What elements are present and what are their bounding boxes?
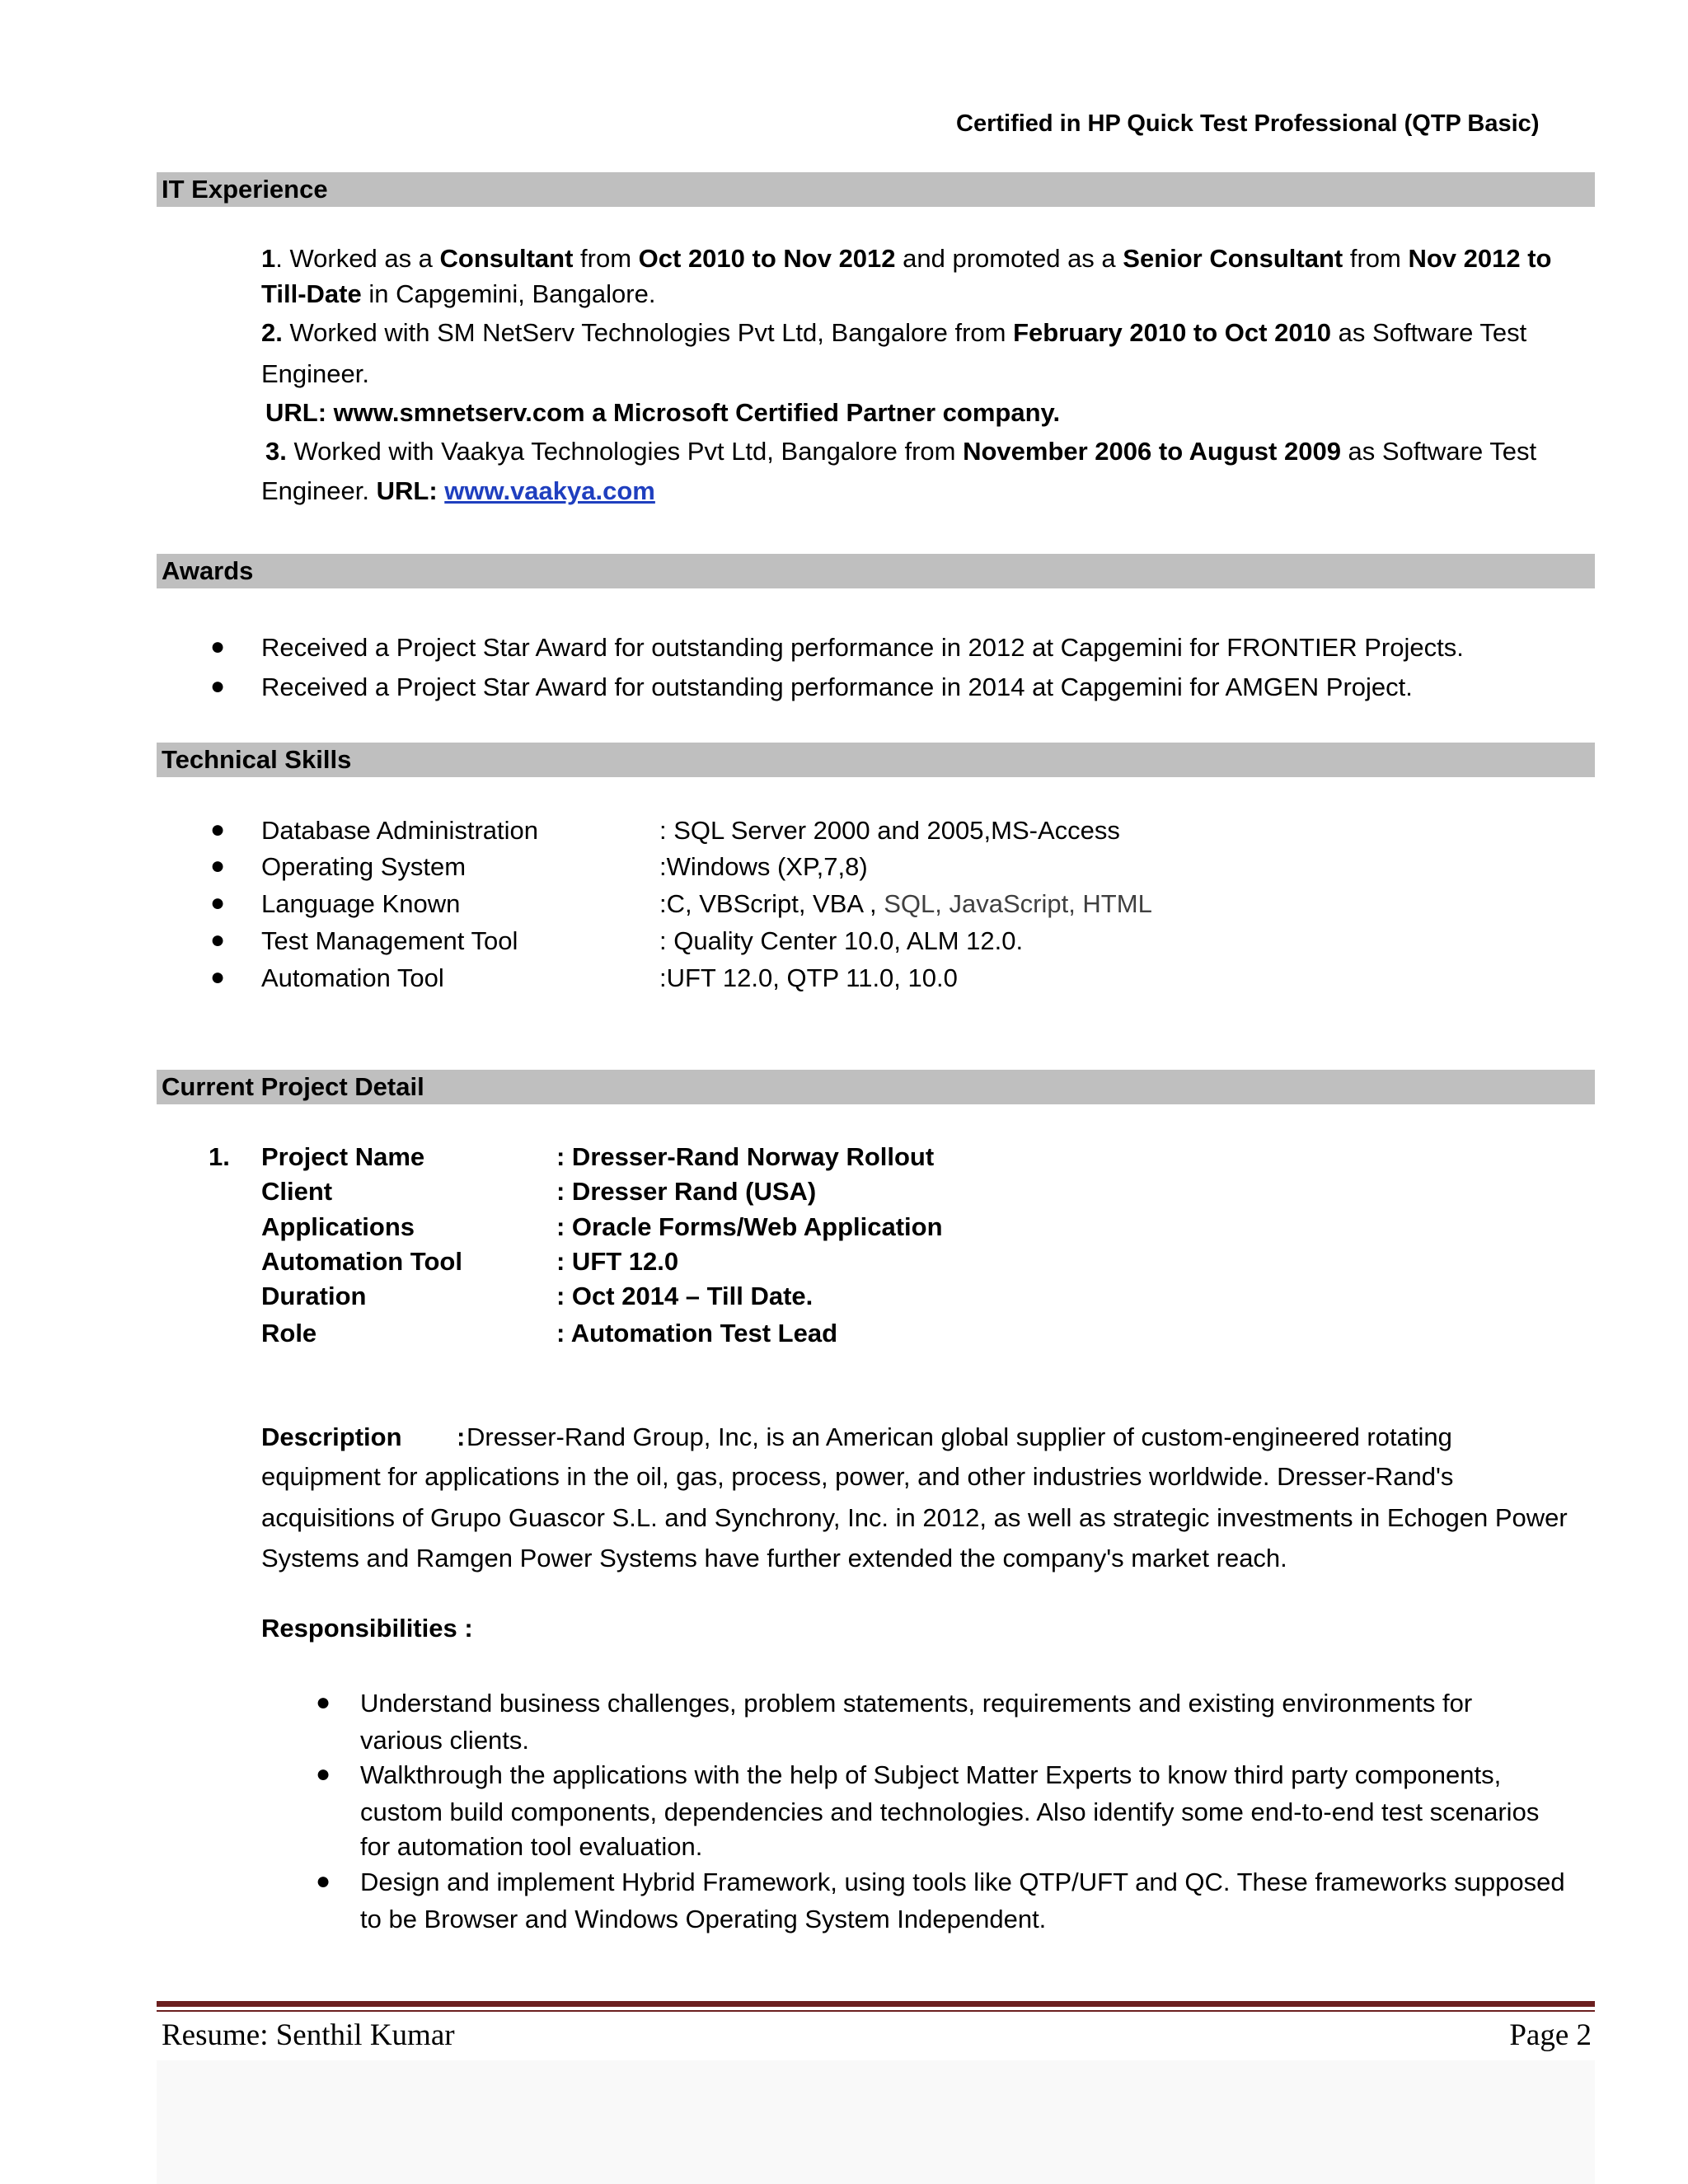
experience-item-2-url-line: URL: www.smnetserv.com a Microsoft Certified Partner company.: [265, 398, 1061, 427]
project-field-label: Automation Tool: [261, 1247, 462, 1276]
description-colon: :: [457, 1422, 466, 1451]
bullet-icon: ●: [210, 889, 226, 916]
responsibility-2-line-3: for automation tool evaluation.: [360, 1832, 703, 1861]
project-field-label: Duration: [261, 1282, 367, 1310]
skill-label: Test Management Tool: [261, 926, 518, 955]
project-field-label: Client: [261, 1177, 333, 1206]
vaakya-link[interactable]: www.vaakya.com: [444, 476, 655, 505]
project-field-label: Role: [261, 1319, 317, 1347]
description-line-4: Systems and Ramgen Power Systems have further extended the company's market reach.: [261, 1544, 1287, 1572]
project-field-value: : Oracle Forms/Web Application: [556, 1212, 943, 1241]
bullet-icon: ●: [210, 816, 226, 843]
bullet-icon: ●: [316, 1760, 331, 1788]
description-line-3: acquisitions of Grupo Guascor S.L. and Synchrony, Inc. in 2012, as well as strategic investments in Echogen Power: [261, 1503, 1568, 1532]
section-current-project: Current Project Detail: [157, 1070, 1595, 1104]
skill-value: :UFT 12.0, QTP 11.0, 10.0: [659, 963, 958, 992]
project-field-value: : UFT 12.0: [556, 1247, 679, 1276]
project-field-label: Project Name: [261, 1142, 425, 1171]
section-awards: Awards: [157, 554, 1595, 588]
skill-value: : Quality Center 10.0, ALM 12.0.: [659, 926, 1024, 955]
project-number: 1.: [209, 1142, 230, 1171]
bullet-icon: ●: [210, 633, 226, 660]
project-field-value: : Automation Test Lead: [556, 1319, 837, 1347]
project-field-value: : Dresser Rand (USA): [556, 1177, 817, 1206]
responsibility-2-line-2: custom build components, dependencies and technologies. Also identify some end-to-end test scenarios: [360, 1797, 1540, 1826]
experience-item-3-line-1: 3. Worked with Vaakya Technologies Pvt Ltd, Bangalore from November 2006 to August 2009 as Software Test: [265, 437, 1537, 466]
footer-divider: [157, 2001, 1595, 2007]
project-field-value: : Oct 2014 – Till Date.: [556, 1282, 814, 1310]
skill-value: :Windows (XP,7,8): [659, 852, 868, 881]
section-it-experience: IT Experience: [157, 172, 1595, 207]
skill-value: : SQL Server 2000 and 2005,MS-Access: [659, 816, 1120, 845]
responsibility-3-line-2: to be Browser and Windows Operating System Independent.: [360, 1905, 1047, 1933]
description-label: Description: [261, 1422, 402, 1451]
bullet-icon: ●: [316, 1868, 331, 1895]
responsibilities-label: Responsibilities :: [261, 1614, 473, 1643]
footer-divider-thin: [157, 2010, 1595, 2012]
bullet-icon: ●: [210, 673, 226, 700]
footer-background: [157, 2060, 1595, 2184]
experience-item-1-line-2: Till-Date in Capgemini, Bangalore.: [261, 279, 656, 308]
responsibility-1-line-2: various clients.: [360, 1726, 530, 1755]
section-technical-skills: Technical Skills: [157, 743, 1595, 777]
bullet-icon: ●: [210, 852, 226, 879]
project-field-label: Applications: [261, 1212, 415, 1241]
experience-item-1-line-1: 1. Worked as a Consultant from Oct 2010 to Nov 2012 and promoted as a Senior Consultant from Nov 2012 to: [261, 244, 1552, 273]
experience-item-3-line-2: Engineer. URL: www.vaakya.com: [261, 476, 655, 505]
award-item-2: Received a Project Star Award for outstanding performance in 2014 at Capgemini for AMGEN Project.: [261, 673, 1413, 701]
footer-page-number: Page 2: [1509, 2018, 1592, 2052]
bullet-icon: ●: [210, 963, 226, 991]
award-item-1: Received a Project Star Award for outstanding performance in 2012 at Capgemini for FRONTIER Projects.: [261, 633, 1464, 662]
project-field-value: : Dresser-Rand Norway Rollout: [556, 1142, 935, 1171]
experience-item-2-line-1: 2. Worked with SM NetServ Technologies Pvt Ltd, Bangalore from February 2010 to Oct 2010 as Software Test: [261, 318, 1527, 347]
skill-label: Language Known: [261, 889, 461, 918]
responsibility-3-line-1: Design and implement Hybrid Framework, using tools like QTP/UFT and QC. These frameworks supposed: [360, 1868, 1565, 1896]
skill-value: :C, VBScript, VBA , SQL, JavaScript, HTML: [659, 889, 1152, 918]
experience-item-2-line-2: Engineer.: [261, 359, 369, 388]
skill-label: Automation Tool: [261, 963, 444, 992]
description-line-1: Dresser-Rand Group, Inc, is an American global supplier of custom-engineered rotating: [467, 1422, 1452, 1451]
certification-line: Certified in HP Quick Test Professional (QTP Basic): [956, 110, 1540, 137]
skill-label: Operating System: [261, 852, 467, 881]
bullet-icon: ●: [316, 1689, 331, 1716]
footer-resume-name: Resume: Senthil Kumar: [162, 2018, 455, 2052]
bullet-icon: ●: [210, 926, 226, 954]
responsibility-1-line-1: Understand business challenges, problem statements, requirements and existing environments for: [360, 1689, 1473, 1718]
responsibility-2-line-1: Walkthrough the applications with the help of Subject Matter Experts to know third party components,: [360, 1760, 1502, 1789]
skill-label: Database Administration: [261, 816, 539, 845]
description-line-2: equipment for applications in the oil, gas, process, power, and other industries worldwide. Dresser-Rand's: [261, 1462, 1454, 1491]
